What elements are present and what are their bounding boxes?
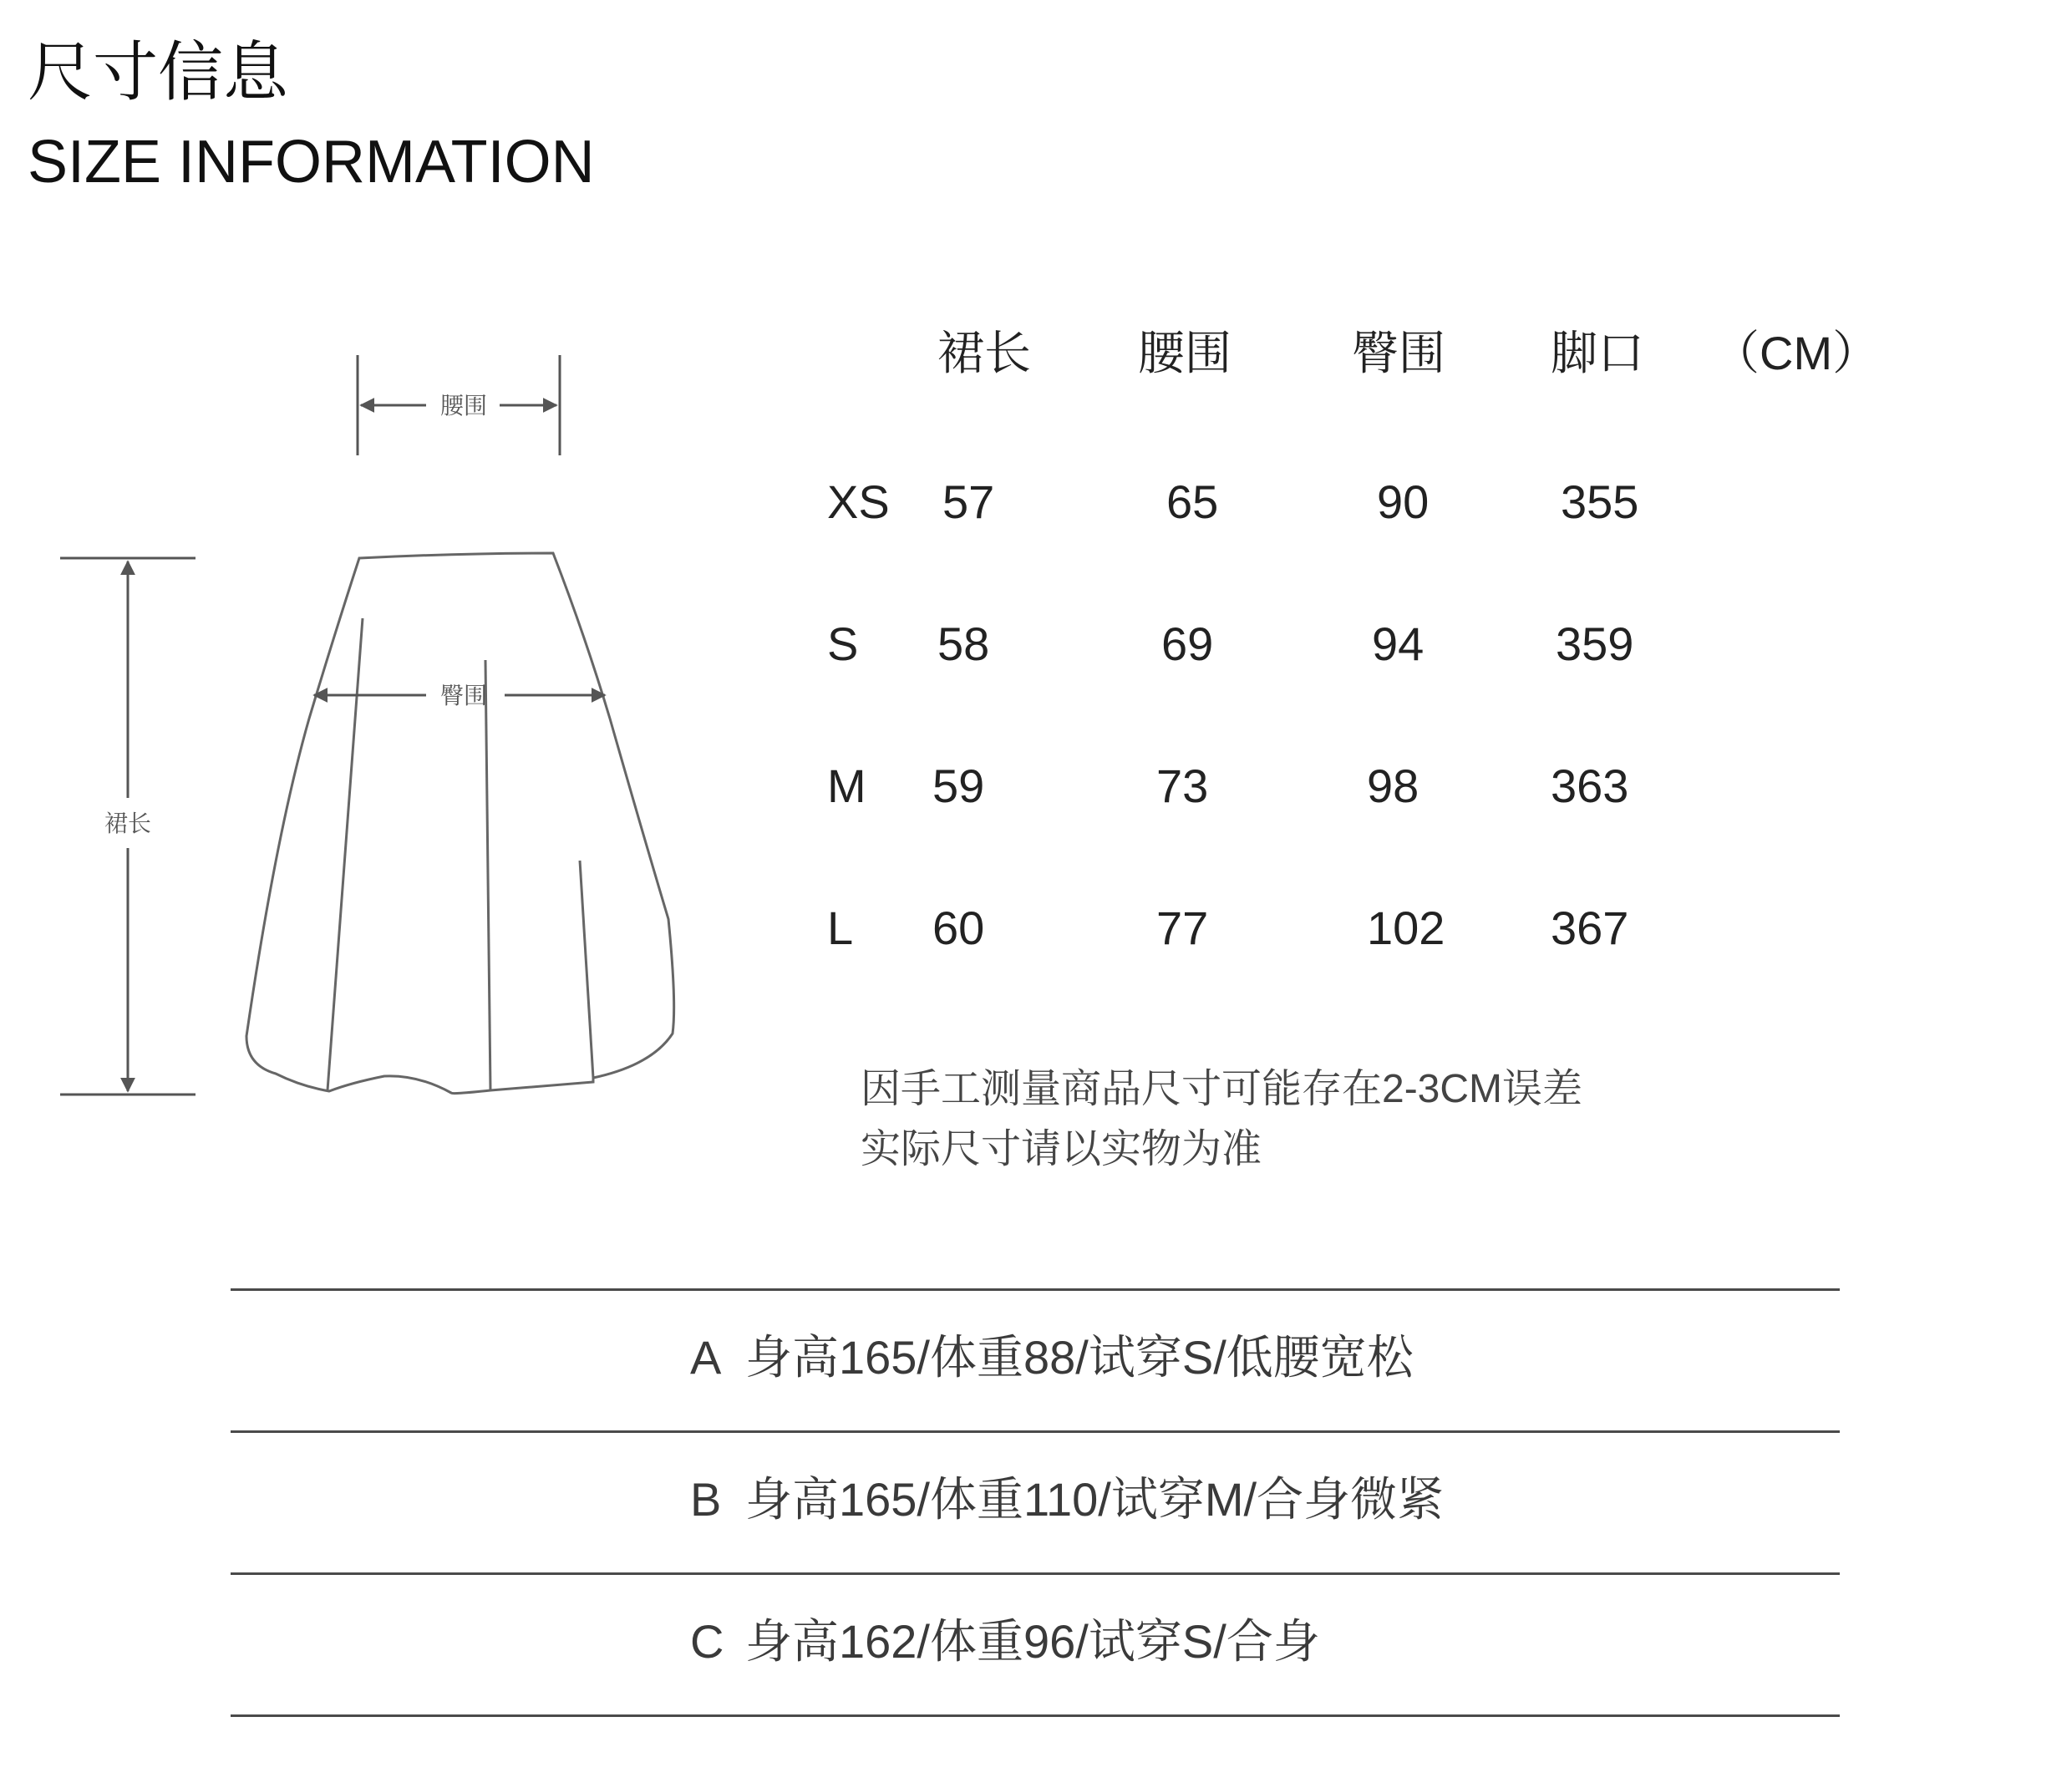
col-header-hem: 脚口 [1551, 327, 1644, 379]
model-row-b [690, 1471, 1444, 1529]
size-label-s: S [827, 617, 859, 670]
col-header-waist: 腰围 [1138, 327, 1232, 379]
model-letter: A [690, 1331, 722, 1384]
model-row-a [690, 1328, 1414, 1387]
cell-l-hem: 367 [1551, 902, 1629, 954]
divider [231, 1572, 1840, 1575]
cell-xs-waist: 65 [1166, 475, 1219, 528]
cell-m-length: 59 [932, 759, 985, 812]
cell-s-waist: 69 [1161, 617, 1214, 670]
hip-label: 臀围 [439, 682, 488, 709]
model-info: 身高162/体重96/试穿S/合身 [745, 1615, 1320, 1668]
cell-xs-hip: 90 [1377, 475, 1430, 528]
divider [231, 1430, 1840, 1433]
cell-s-hip: 94 [1372, 617, 1424, 670]
page-title-cn: 尺寸信息 [28, 35, 289, 109]
model-info: 身高165/体重110/试穿M/合身微紧 [745, 1473, 1445, 1526]
size-label-l: L [827, 902, 854, 954]
cell-xs-hem: 355 [1561, 475, 1639, 528]
cell-s-length: 58 [937, 617, 990, 670]
model-letter: B [690, 1473, 722, 1526]
cell-l-length: 60 [932, 902, 985, 954]
cell-m-hip: 98 [1367, 759, 1419, 812]
length-label: 裙长 [104, 810, 152, 837]
col-header-length: 裙长 [937, 327, 1031, 379]
skirt-outline [246, 553, 674, 1094]
measurement-note-line1: 因手工测量商品尺寸可能存在2-3CM误差 [861, 1067, 1583, 1111]
size-label-xs: XS [827, 475, 890, 528]
divider [231, 1714, 1840, 1717]
skirt-diagram [0, 334, 752, 1128]
page-title-en: SIZE INFORMATION [28, 129, 595, 196]
cell-m-hem: 363 [1551, 759, 1629, 812]
cell-l-waist: 77 [1156, 902, 1209, 954]
col-header-hip: 臀围 [1352, 327, 1445, 379]
col-header-unit: （CM） [1713, 327, 1880, 379]
divider [231, 1288, 1840, 1291]
waist-label: 腰围 [439, 392, 488, 419]
cell-l-hip: 102 [1367, 902, 1445, 954]
model-info: 身高165/体重88/试穿S/低腰宽松 [745, 1331, 1414, 1384]
model-row-c [690, 1613, 1320, 1671]
cell-xs-length: 57 [942, 475, 995, 528]
cell-m-waist: 73 [1156, 759, 1209, 812]
model-letter: C [690, 1615, 724, 1668]
size-label-m: M [827, 759, 866, 812]
measurement-note-line2: 实际尺寸请以实物为准 [861, 1127, 1262, 1171]
cell-s-hem: 359 [1556, 617, 1634, 670]
